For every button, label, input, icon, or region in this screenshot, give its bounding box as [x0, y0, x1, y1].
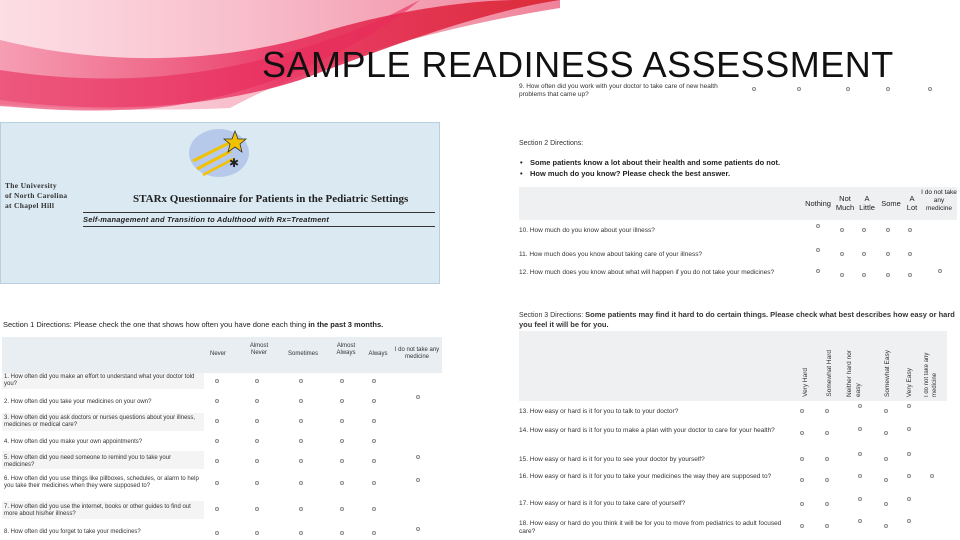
- col-a-little: A Little: [859, 194, 875, 212]
- s1-question-5: 5. How often did you need someone to remind you to take your medicines?: [4, 455, 172, 468]
- radio[interactable]: [928, 87, 932, 91]
- radio[interactable]: [215, 419, 219, 423]
- radio[interactable]: [372, 459, 376, 463]
- radio[interactable]: [858, 519, 862, 523]
- divider: [83, 212, 435, 213]
- radio[interactable]: [340, 531, 344, 535]
- radio[interactable]: [215, 459, 219, 463]
- radio[interactable]: [215, 439, 219, 443]
- radio[interactable]: [907, 497, 911, 501]
- radio[interactable]: [416, 395, 420, 399]
- col-no-medicine: I do not take any medicine: [921, 189, 957, 212]
- s1-question-7: 7. How often did you use the internet, books or other guides to find out more about his/her illness?: [4, 504, 191, 517]
- radio[interactable]: [907, 519, 911, 523]
- question-9: 9. How often did you work with your doctor to take care of new health problems that came up?: [519, 83, 718, 98]
- col-not-much: Not Much: [835, 194, 855, 212]
- radio[interactable]: [884, 502, 888, 506]
- radio[interactable]: [907, 452, 911, 456]
- s1-question-8: 8. How often did you forget to take your medicines?: [4, 529, 141, 535]
- radio[interactable]: [846, 87, 850, 91]
- s1-question-4: 4. How often did you make your own appointments?: [4, 439, 143, 445]
- radio[interactable]: [299, 379, 303, 383]
- divider: [83, 226, 435, 227]
- radio[interactable]: [825, 502, 829, 506]
- radio[interactable]: [372, 507, 376, 511]
- col-very-hard: Very Hard: [802, 368, 809, 397]
- university-name: [5, 181, 67, 211]
- s3-question-18: 18. How easy or hard do you think it will be for you to move from pediatrics to adult focused care?: [519, 520, 782, 535]
- radio[interactable]: [825, 524, 829, 528]
- radio[interactable]: [299, 419, 303, 423]
- radio[interactable]: [340, 507, 344, 511]
- radio[interactable]: [299, 481, 303, 485]
- col-nothing: Nothing: [805, 199, 831, 208]
- radio[interactable]: [907, 427, 911, 431]
- radio[interactable]: [299, 399, 303, 403]
- radio[interactable]: [886, 87, 890, 91]
- questionnaire-title: STARx Questionnaire for Patients in the Pediatric Settings: [133, 193, 409, 205]
- radio[interactable]: [299, 459, 303, 463]
- radio[interactable]: [858, 427, 862, 431]
- radio[interactable]: [886, 273, 890, 277]
- section2-bullet-1: • Some patients know a lot about their health and some patients do not.: [530, 157, 780, 168]
- radio[interactable]: [907, 404, 911, 408]
- radio[interactable]: [752, 87, 756, 91]
- col-never: Never: [209, 351, 226, 357]
- radio[interactable]: [416, 527, 420, 531]
- radio[interactable]: [255, 481, 259, 485]
- radio[interactable]: [215, 399, 219, 403]
- radio[interactable]: [340, 459, 344, 463]
- radio[interactable]: [886, 252, 890, 256]
- radio[interactable]: [255, 531, 259, 535]
- radio[interactable]: [340, 379, 344, 383]
- radio[interactable]: [340, 399, 344, 403]
- col-somewhat-easy: Somewhat Easy: [884, 350, 891, 397]
- radio[interactable]: [907, 474, 911, 478]
- section3-header-row: [519, 331, 947, 401]
- radio[interactable]: [825, 457, 829, 461]
- s1-question-3: 3. How often did you ask doctors or nurses questions about your illness, medicines or medical care?: [4, 415, 196, 428]
- col-very-easy: Very Easy: [906, 367, 913, 397]
- radio[interactable]: [840, 252, 844, 256]
- s2-question-10: 10. How much do you know about your illness?: [519, 227, 655, 234]
- radio[interactable]: [858, 497, 862, 501]
- radio[interactable]: [858, 404, 862, 408]
- radio[interactable]: [372, 481, 376, 485]
- radio[interactable]: [255, 379, 259, 383]
- radio[interactable]: [372, 399, 376, 403]
- radio[interactable]: [825, 409, 829, 413]
- section2-header-row: [519, 187, 957, 220]
- radio[interactable]: [858, 452, 862, 456]
- radio[interactable]: [255, 439, 259, 443]
- radio[interactable]: [800, 431, 804, 435]
- col-sometimes: Sometimes: [287, 351, 318, 357]
- university-line-3: at Chapel Hill: [5, 201, 55, 210]
- section2-bullet-2: • How much do you know? Please check the best answer.: [530, 168, 780, 179]
- radio[interactable]: [797, 87, 801, 91]
- questionnaire-subtitle: Self-management and Transition to Adulthood with Rx=Treatment: [83, 215, 330, 224]
- col-always: Always: [368, 351, 388, 357]
- radio[interactable]: [800, 502, 804, 506]
- radio[interactable]: [816, 224, 820, 228]
- s1-question-1: 1. How often did you make an effort to understand what your doctor told you?: [4, 374, 195, 387]
- radio[interactable]: [930, 474, 934, 478]
- s2-question-12: 12. How much does you know about what will happen if you do not take your medicines?: [519, 269, 775, 276]
- radio[interactable]: [299, 531, 303, 535]
- col-no-medicine: I do not take any medicine: [394, 347, 440, 360]
- s3-question-15: 15. How easy or hard is it for you to see your doctor by yourself?: [519, 456, 705, 463]
- radio[interactable]: [938, 269, 942, 273]
- section1-header-row: [2, 337, 442, 373]
- radio[interactable]: [255, 459, 259, 463]
- radio[interactable]: [840, 228, 844, 232]
- section1-table: [2, 335, 442, 540]
- s3-question-14: 14. How easy or hard is it for you to make a plan with your doctor to care for your health?: [519, 427, 775, 434]
- radio[interactable]: [862, 252, 866, 256]
- col-somewhat-hard: Somewhat Hard: [826, 350, 833, 397]
- radio[interactable]: [800, 478, 804, 482]
- section3-directions-text: Section 3 Directions:: [519, 312, 586, 319]
- section3-directions-bold: Some patients may find it hard to do certain things. Please check what best describes how easy or hard you feel it will be for you.: [519, 310, 955, 329]
- s3-question-17: 17. How easy or hard is it for you to take care of yourself?: [519, 500, 686, 507]
- radio[interactable]: [299, 507, 303, 511]
- radio[interactable]: [908, 252, 912, 256]
- radio[interactable]: [858, 474, 862, 478]
- radio[interactable]: [416, 478, 420, 482]
- s1-question-2: 2. How often did you take your medicines on your own?: [4, 399, 152, 405]
- s1-question-6: 6. How often did you use things like pillboxes, schedules, or alarm to help you take their medicines when they were supposed to?: [4, 476, 199, 489]
- radio[interactable]: [800, 524, 804, 528]
- radio[interactable]: [215, 507, 219, 511]
- col-some: Some: [881, 199, 901, 208]
- radio[interactable]: [884, 457, 888, 461]
- university-line-2: of North Carolina: [5, 191, 68, 200]
- section1-directions-bold: in the past 3 months.: [308, 320, 384, 329]
- radio[interactable]: [800, 457, 804, 461]
- radio[interactable]: [840, 273, 844, 277]
- radio[interactable]: [862, 228, 866, 232]
- questionnaire-header: [0, 122, 440, 284]
- radio[interactable]: [908, 273, 912, 277]
- radio[interactable]: [215, 481, 219, 485]
- radio[interactable]: [372, 531, 376, 535]
- radio[interactable]: [372, 419, 376, 423]
- section2-bullets: [530, 157, 780, 179]
- radio[interactable]: [862, 273, 866, 277]
- col-neither: Neither hard nor easy: [846, 350, 862, 397]
- radio[interactable]: [825, 431, 829, 435]
- slide-title: SAMPLE READINESS ASSESSMENT: [262, 44, 894, 85]
- radio[interactable]: [255, 507, 259, 511]
- radio[interactable]: [908, 228, 912, 232]
- university-line-1: The University: [5, 181, 57, 190]
- s3-question-13: 13. How easy or hard is it for you to talk to your doctor?: [519, 408, 679, 415]
- radio[interactable]: [340, 481, 344, 485]
- radio[interactable]: [886, 228, 890, 232]
- radio[interactable]: [816, 248, 820, 252]
- radio[interactable]: [255, 399, 259, 403]
- radio[interactable]: [215, 531, 219, 535]
- s2-question-11: 11. How much does you know about taking care of your illness?: [519, 251, 703, 258]
- radio[interactable]: [800, 409, 804, 413]
- radio[interactable]: [215, 379, 219, 383]
- radio[interactable]: [340, 439, 344, 443]
- col-a-lot: A Lot: [906, 194, 918, 212]
- s3-question-16: 16. How easy or hard is it for you to take your medicines the way they are supposed to?: [519, 473, 772, 480]
- radio[interactable]: [372, 439, 376, 443]
- radio[interactable]: [884, 524, 888, 528]
- col-almost-always: Almost Always: [336, 343, 356, 356]
- radio[interactable]: [255, 419, 259, 423]
- radio[interactable]: [884, 409, 888, 413]
- radio[interactable]: [884, 478, 888, 482]
- col-no-medicine: I do not take any medicine: [924, 352, 938, 397]
- section3-directions: [519, 310, 959, 330]
- radio[interactable]: [416, 455, 420, 459]
- col-almost-never: Almost Never: [249, 343, 269, 356]
- radio[interactable]: [372, 379, 376, 383]
- radio[interactable]: [340, 419, 344, 423]
- radio[interactable]: [884, 431, 888, 435]
- shooting-star-logo: [185, 125, 255, 183]
- radio[interactable]: [825, 478, 829, 482]
- svg-text:✱: ✱: [229, 156, 240, 170]
- section1-directions-text: Section 1 Directions: Please check the one that shows how often you have done each thing: [3, 320, 309, 329]
- radio[interactable]: [816, 269, 820, 273]
- section1-directions: [3, 320, 443, 329]
- radio[interactable]: [299, 439, 303, 443]
- section2-directions: Section 2 Directions:: [519, 140, 584, 147]
